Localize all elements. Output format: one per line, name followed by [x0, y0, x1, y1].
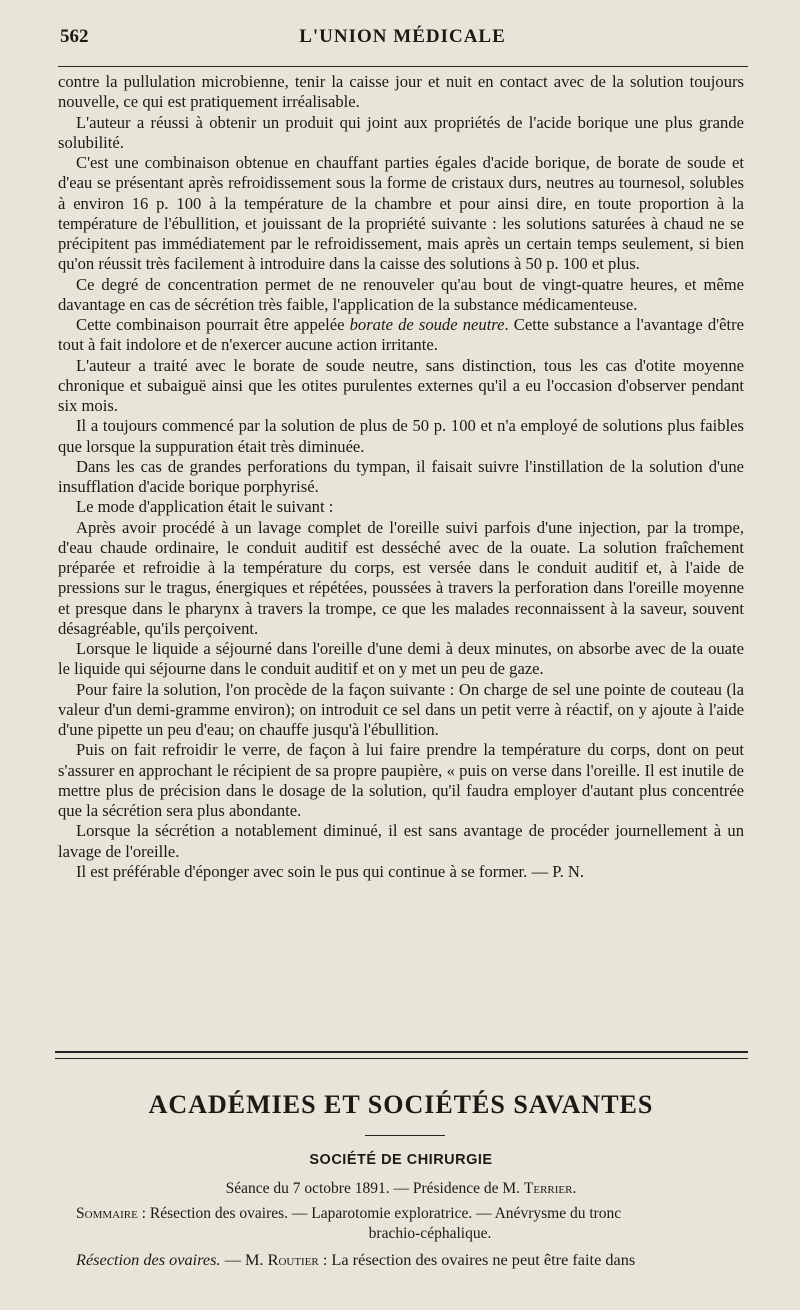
- final-paragraph: [76, 1250, 744, 1270]
- paragraph: Puis on fait refroidir le verre, de façon à lui faire prendre la température du corps, dont on peut s'assurer en approchant le récipient de sa propre paupière, « puis on verse dans l'oreille. Il est inutile de mettre plus de précision dans le dosage de la solution, qu'il faudra employer d'autant plus concentrée que la sécrétion sera plus abondante.: [58, 740, 744, 820]
- title-rule: [365, 1135, 445, 1136]
- seance-end: .: [572, 1180, 577, 1197]
- paragraph: Le mode d'application était le suivant :: [76, 497, 334, 517]
- final-text: : La résection des ovaires ne peut être faite dans: [318, 1250, 636, 1269]
- section-title: ACADÉMIES ET SOCIÉTÉS SAVANTES: [148, 1090, 654, 1119]
- paragraph: Il est préférable d'éponger avec soin le pus qui continue à se former. — P. N.: [76, 861, 585, 881]
- speaker-name: Routier: [267, 1250, 319, 1269]
- header-rule: [58, 66, 748, 67]
- paragraph: C'est une combinaison obtenue en chauffant parties égales d'acide borique, de borate de soude et d'eau se présentant après refroidissement sous la forme de cristaux durs, neutres au tournesol, solubles à environ 16 p. 100 à la température de la chambre et pour ainsi dire, en toute proportion à la température de l'ébullition, et jouissant de la propriété suivante : les solutions saturées à chaud ne se précipitent pas immédiatement par le refroidissement, mais après un certain temps seulement, si bien qu'on réussit très facilement à introduire dans la caisse des solutions à 50 p. 100 et plus.: [58, 153, 744, 274]
- paragraph: Dans les cas de grandes perforations du tympan, il faisait suivre l'instillation de la solution d'une insufflation d'acide borique porphyrisé.: [58, 456, 744, 496]
- paragraph: Lorsque le liquide a séjourné dans l'oreille d'une demi à deux minutes, on absorbe avec de la ouate le liquide qui séjourne dans le conduit auditif et on y met un peu de gaze.: [58, 639, 744, 679]
- president-name: Terrier: [523, 1180, 573, 1197]
- paragraph-text: Cette combinaison pourrait être appelée: [76, 315, 350, 334]
- sommaire: [76, 1204, 744, 1244]
- paragraph: L'auteur a traité avec le borate de soude neutre, sans distinction, tous les cas d'otite moyenne chronique et subaiguë ainsi que les otites purulentes externes qu'il a eu l'occasion d'observer pendant six mois.: [58, 355, 744, 415]
- running-title: L'UNION MÉDICALE: [299, 26, 506, 47]
- paragraph: Ce degré de concentration permet de ne renouveler qu'au bout de vingt-quatre heures, et même davantage en cas de sécrétion très faible, l'application de la substance médicamenteuse.: [58, 274, 744, 314]
- paragraph-text: . Cette substance a l'avantage d'être tout à fait indolore et de n'exercer aucune action irritante.: [58, 315, 744, 355]
- page-number: 562: [60, 26, 89, 47]
- section-divider: [55, 1051, 748, 1059]
- paragraph: Lorsque la sécrétion a notablement diminué, il est sans avantage de procéder journellement à un lavage de l'oreille.: [58, 821, 744, 861]
- paragraph: Il a toujours commencé par la solution de plus de 50 p. 100 et n'a employé de solutions plus faibles que lorsque la suppuration était très diminuée.: [58, 416, 744, 456]
- paragraph: [58, 315, 744, 356]
- article-body: [58, 72, 744, 882]
- dash: — M.: [220, 1250, 268, 1269]
- seance-line: [58, 1180, 744, 1198]
- paragraph: Après avoir procédé à un lavage complet de l'oreille suivi parfois d'une injection, par la trompe, d'eau chaude ordinaire, le conduit auditif est desséché avec de la ouate. La solution fraîchement préparée et refroidie à la température du corps, est versée dans le conduit auditif et, à l'aide de pressions sur le tragus, énergiques et répétées, poussées à travers la perforation dans l'oreille moyenne et presque dans le pharynx à travers la trompe, ce que les malades reconnaissent à la saveur, souvent désagréable, qu'ils perçoivent.: [58, 517, 744, 638]
- society-heading: SOCIÉTÉ DE CHIRURGIE: [309, 1152, 493, 1168]
- sommaire-line-1: : Résection des ovaires. — Laparotomie exploratrice. — Anévrysme du tronc: [137, 1205, 622, 1222]
- paragraph: L'auteur a réussi à obtenir un produit qui joint aux propriétés de l'acide borique une plus grande solubilité.: [58, 112, 744, 152]
- sommaire-label: Sommaire: [76, 1205, 138, 1222]
- page-header: [60, 22, 745, 50]
- sommaire-line-2: brachio-céphalique.: [368, 1225, 492, 1242]
- paragraph: contre la pullulation microbienne, tenir la caisse jour et nuit en contact avec de la solution toujours nouvelle, ce qui est pratiquement irréalisable.: [58, 72, 744, 112]
- seance-text: Séance du 7 octobre 1891. — Présidence de M.: [225, 1180, 524, 1197]
- topic-heading: Résection des ovaires.: [76, 1250, 221, 1269]
- emphasis-term: borate de soude neutre: [349, 315, 505, 334]
- paragraph: Pour faire la solution, l'on procède de la façon suivante : On charge de sel une pointe de couteau (la valeur d'un demi-gramme environ); on introduit ce sel dans un petit verre à réactif, on y ajoute à l'aide d'une pipette un peu d'eau; on chauffe jusqu'à l'ébullition.: [58, 679, 744, 739]
